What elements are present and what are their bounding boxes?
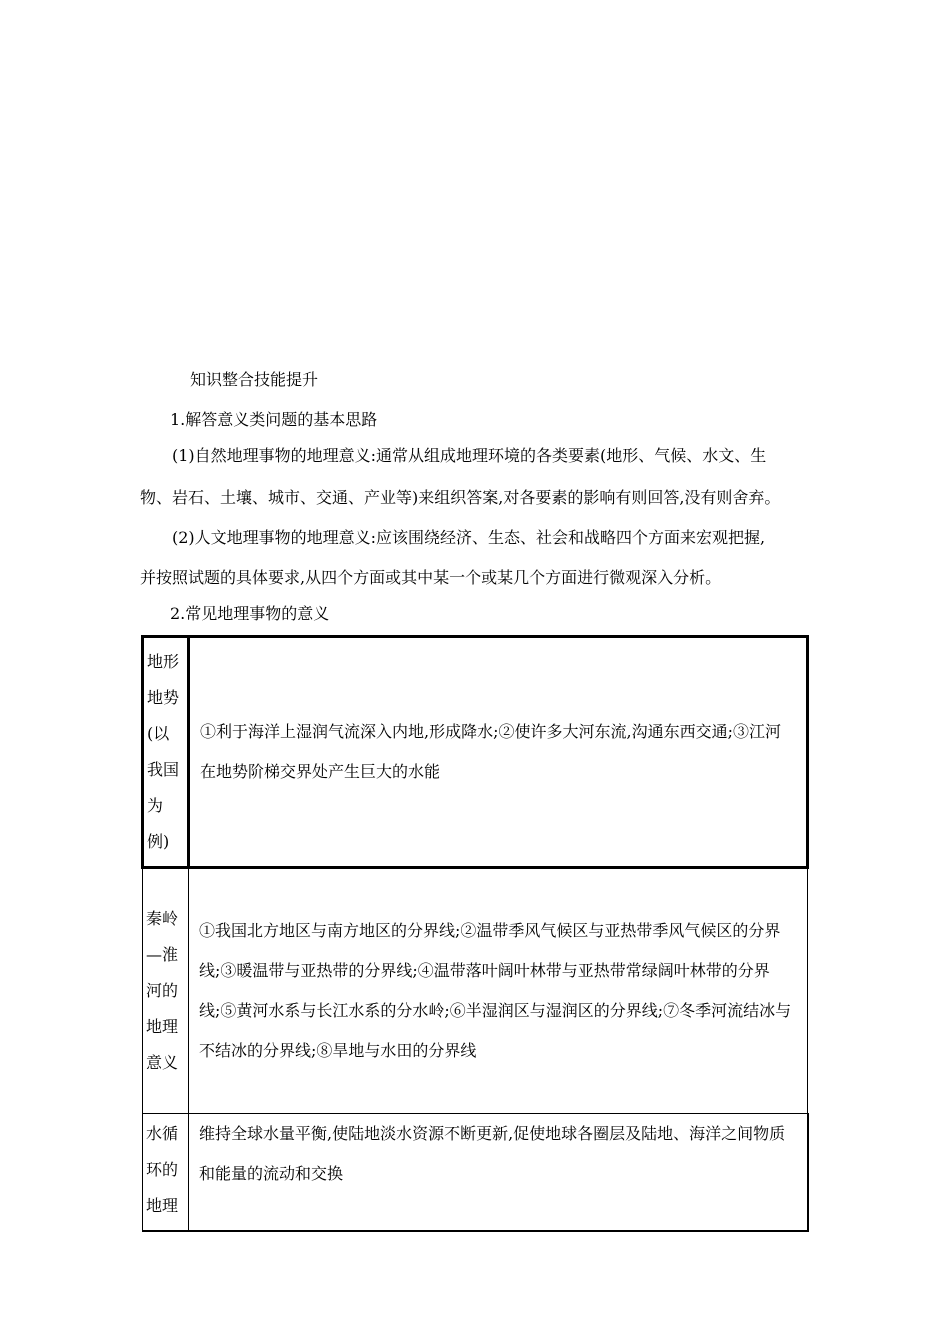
table-row xyxy=(143,637,808,868)
section1-paragraph2-line1: (2)人文地理事物的地理意义:应该围绕经济、生态、社会和战略四个方面来宏观把握, xyxy=(172,528,766,547)
section2-title: 2.常见地理事物的意义 xyxy=(170,604,330,623)
row-content-water-cycle: 维持全球水量平衡,使陆地淡水资源不断更新,促使地球各圈层及陆地、海洋之间物质和能量的流动和交换 xyxy=(189,1114,808,1232)
table-row xyxy=(143,1114,808,1232)
section1-title: 1.解答意义类问题的基本思路 xyxy=(170,410,378,429)
section1-paragraph1-line2: 物、岩石、土壤、城市、交通、产业等)来组织答案,对各要素的影响有则回答,没有则舍弃。 xyxy=(140,488,781,507)
row-label-water-cycle: 水循环的地理 xyxy=(143,1114,189,1232)
section1-paragraph1-line1: (1)自然地理事物的地理意义:通常从组成地理环境的各类要素(地形、气候、水文、生 xyxy=(172,446,767,465)
row-label-qinling-huaihe: 秦岭—淮河的地理意义 xyxy=(143,868,189,1114)
table-row xyxy=(143,868,808,1114)
section1-paragraph2-line2: 并按照试题的具体要求,从四个方面或其中某一个或某几个方面进行微观深入分析。 xyxy=(140,568,722,587)
row-label-terrain: 地形地势(以我国为例) xyxy=(143,637,189,868)
geography-significance-table xyxy=(141,635,809,1232)
section-heading: 知识整合技能提升 xyxy=(190,370,319,389)
row-content-terrain: ①利于海洋上湿润气流深入内地,形成降水;②使许多大河东流,沟通东西交通;③江河在地势阶梯交界处产生巨大的水能 xyxy=(189,637,808,868)
row-content-qinling-huaihe: ①我国北方地区与南方地区的分界线;②温带季风气候区与亚热带季风气候区的分界线;③暖温带与亚热带的分界线;④温带落叶阔叶林带与亚热带常绿阔叶林带的分界线;⑤黄河水系与长江水系的分水岭;⑥半湿润区与湿润区的分界线;⑦冬季河流结冰与不结冰的分界线;⑧旱地与水田的分界线 xyxy=(189,868,808,1114)
